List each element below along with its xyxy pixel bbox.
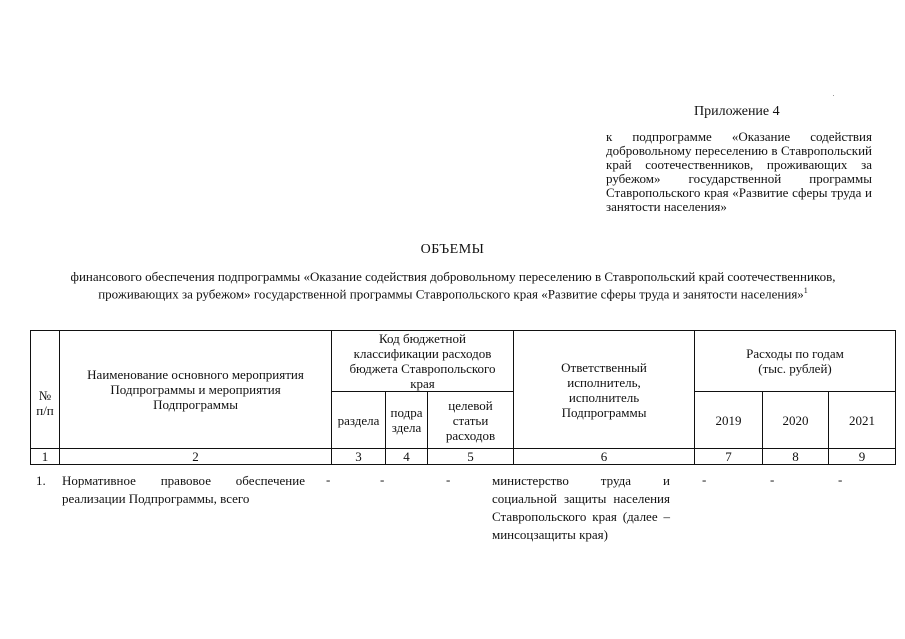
budget-table — [30, 330, 896, 465]
header-executor: Ответственный исполнитель, исполнитель Подпрограммы — [514, 331, 695, 449]
row-expense-2021: - — [838, 472, 843, 487]
header-section: раздела — [332, 392, 386, 449]
column-number: 1 — [31, 449, 60, 465]
row-expense-2020: - — [770, 472, 775, 487]
column-number: 7 — [695, 449, 763, 465]
row-subsection-value: - — [380, 472, 385, 487]
column-number: 5 — [428, 449, 514, 465]
row-number: 1. — [36, 473, 46, 488]
scan-speck — [833, 95, 834, 96]
row-activity-name: Нормативное правовое обеспечение реализации Подпрограммы, всего — [62, 473, 305, 506]
row-target-value: - — [446, 472, 451, 487]
footnote-mark: 1 — [803, 286, 808, 295]
header-no: № п/п — [31, 331, 60, 449]
header-budget-code: Код бюджетной классификации расходов бюджета Ставропольского края — [332, 331, 514, 392]
header-expenses: Расходы по годам (тыс. рублей) — [695, 331, 896, 392]
column-number: 8 — [763, 449, 829, 465]
column-number: 3 — [332, 449, 386, 465]
header-name: Наименование основного мероприятия Подпрограммы и мероприятия Подпрограммы — [60, 331, 332, 449]
header-year-2019: 2019 — [695, 392, 763, 449]
row-section-value: - — [326, 472, 331, 487]
document-subtitle-text: финансового обеспечения подпрограммы «Оказание содействия добровольному переселению в Ставропольский край соотечественников, проживающих за рубежом» государственной программы Ставропольского края «Развитие сферы труда и занятости населения» — [70, 269, 836, 302]
appendix-subtitle: к подпрограмме «Оказание содействия добровольному переселению в Ставропольский край соотечественников, проживающих за рубежом» государственной программы Ставропольского края «Развитие сферы труда и занятости населения» — [606, 129, 872, 214]
header-subsection: подраздела — [386, 392, 428, 449]
row-executor: министерство труда и социальной защиты населения Ставропольского края (далее – минсоцзащиты края) — [492, 473, 670, 542]
appendix-title: Приложение 4 — [694, 104, 780, 119]
document-title: ОБЪЕМЫ — [420, 242, 485, 257]
column-number: 6 — [514, 449, 695, 465]
document-subtitle — [32, 270, 874, 301]
column-number: 9 — [829, 449, 896, 465]
header-year-2020: 2020 — [763, 392, 829, 449]
header-year-2021: 2021 — [829, 392, 896, 449]
column-number: 2 — [60, 449, 332, 465]
header-target: целевой статьи расходов — [428, 392, 514, 449]
row-expense-2019: - — [702, 472, 707, 487]
column-number: 4 — [386, 449, 428, 465]
